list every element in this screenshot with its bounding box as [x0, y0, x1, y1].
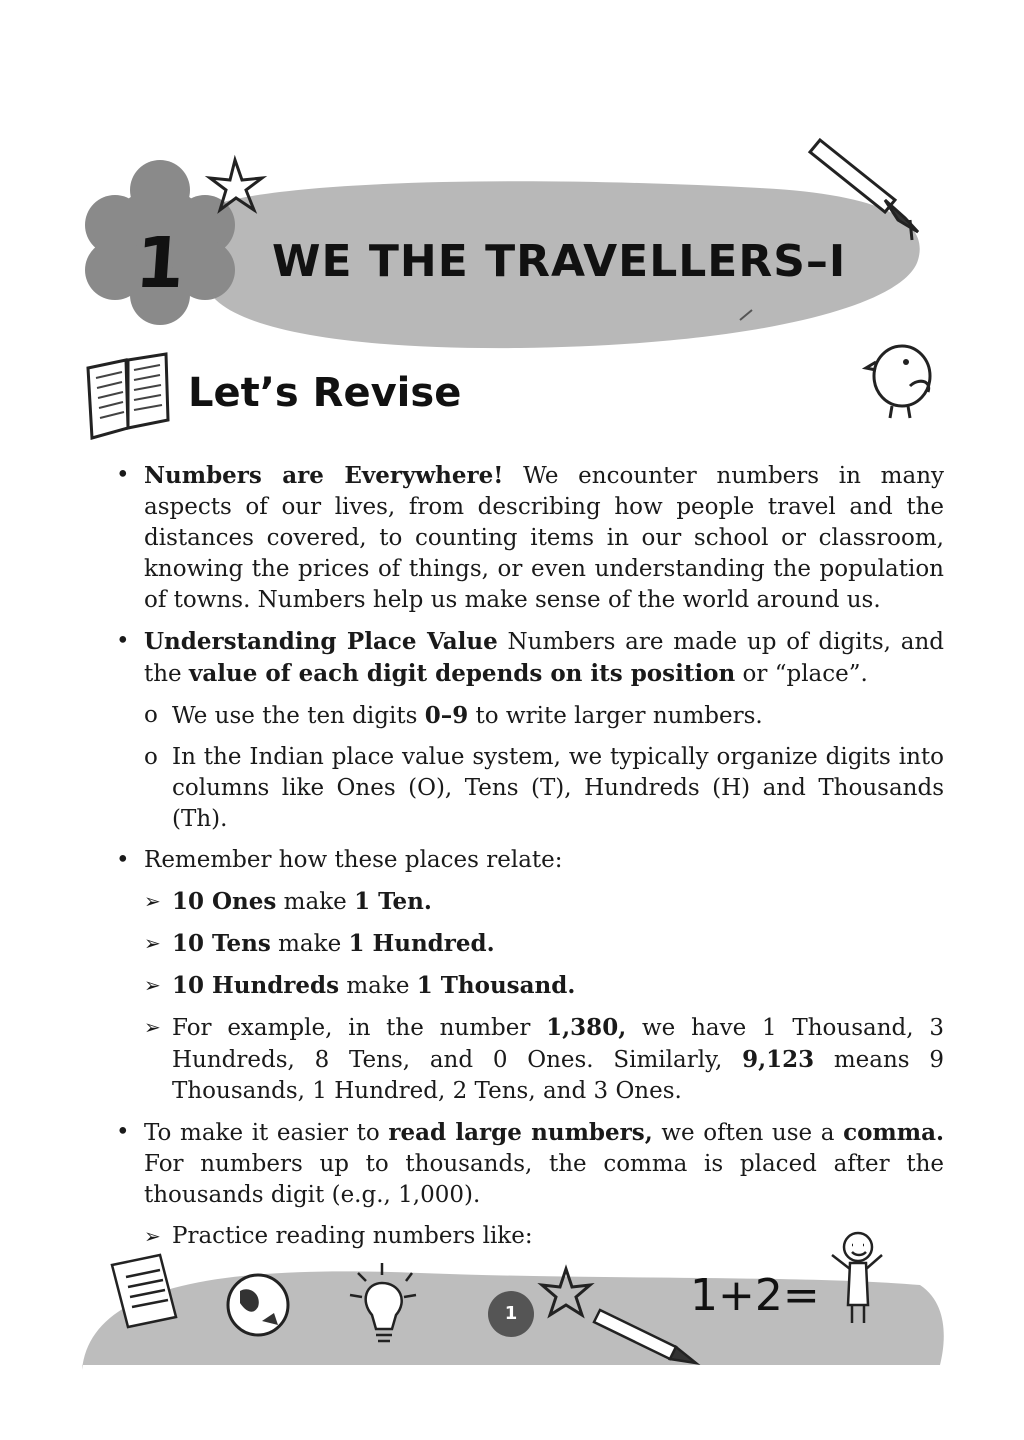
arrow-item-practice: ➢ Practice reading numbers like:: [144, 1223, 533, 1249]
chapter-title: WE THE TRAVELLERS–I: [272, 236, 847, 287]
bullet-remember: • Remember how these places relate:: [112, 845, 944, 876]
arrow-item-tens: ➢ 10 Tens make 1 Hundred.: [144, 930, 495, 957]
globe-icon: [228, 1275, 288, 1335]
revise-content: [112, 460, 944, 1262]
bullet-numbers-everywhere: • Numbers are Everywhere! We encounter numbers in many aspects of our lives, from describing how people travel and the distances covered, to counting items in our school or classroom, knowing the prices of things, or even understanding the population of towns. Numbers help us make sense of the world around us.: [112, 460, 944, 616]
arrow-item-example: ➢ For example, in the number 1,380, we have 1 Thousand, 3 Hundreds, 8 Tens, and 0 Ones. Similarly, 9,123 means 9 Thousands, 1 Hundred, 2 Tens, and 3 Ones.: [144, 1014, 944, 1104]
page-number: 1: [488, 1291, 534, 1337]
arrow-item-hundreds: ➢ 10 Hundreds make 1 Thousand.: [144, 972, 576, 999]
bullet-place-value: • Understanding Place Value Numbers are made up of digits, and the value of each digit depends on its position or “place”.: [112, 626, 944, 690]
math-doodle: 1+2=: [690, 1270, 820, 1321]
sub-item-indian-system: o In the Indian place value system, we typically organize digits into columns like Ones (O), Tens (T), Hundreds (H) and Thousands (Th).: [144, 744, 944, 832]
sub-item-ten-digits: o We use the ten digits 0–9 to write larger numbers.: [144, 702, 763, 729]
chapter-number: 1: [132, 222, 188, 304]
open-book-icon: [82, 350, 174, 440]
bird-icon: [862, 328, 946, 420]
arrow-item-ones: ➢ 10 Ones make 1 Ten.: [144, 888, 432, 915]
section-title: Let’s Revise: [188, 370, 462, 416]
bullet-comma: • To make it easier to read large numbers, we often use a comma. For numbers up to thousands, the comma is placed after the thousands digit (e.g., 1,000).: [112, 1117, 944, 1211]
